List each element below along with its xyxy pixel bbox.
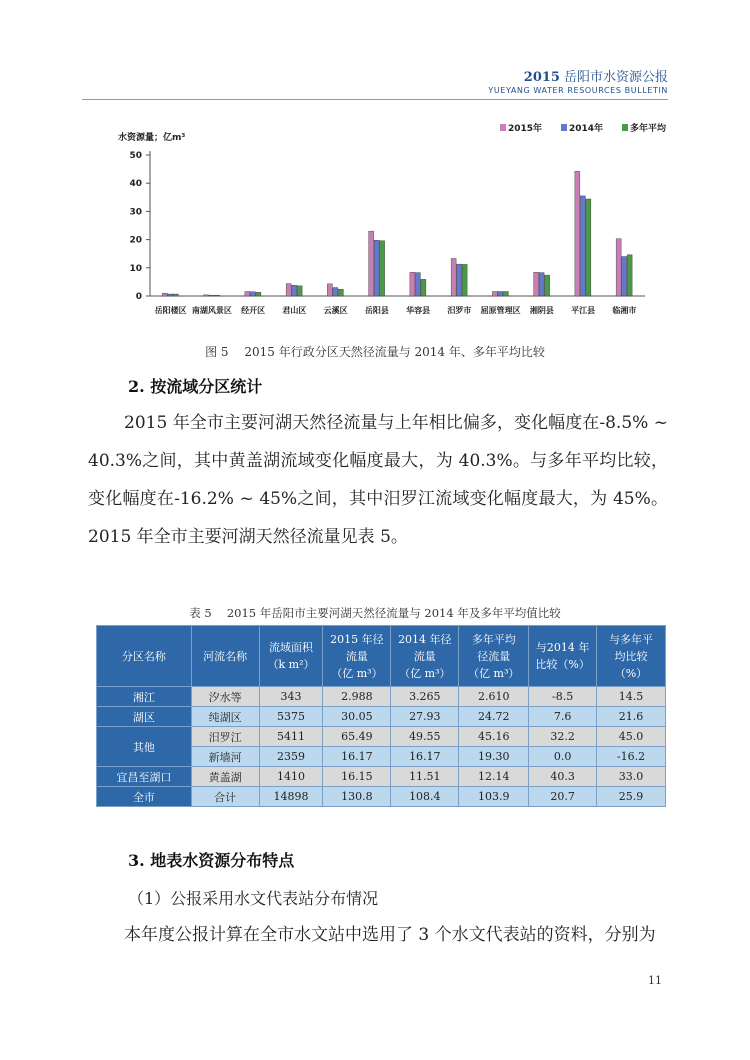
legend-label: 2015年 [508, 124, 543, 134]
runoff-table [96, 625, 666, 807]
bar-多年平均-经开区 [256, 292, 261, 296]
bar-2015年-南湖风景区 [204, 295, 209, 296]
x-tick-label: 湘阴县 [529, 306, 554, 315]
page-number: 11 [648, 974, 662, 987]
table-cell-vs2014: 32.2 [529, 727, 597, 747]
bar-2015年-汨罗市 [451, 258, 456, 296]
zone-name-cell: 全市 [97, 787, 192, 807]
table-cell-vs2014: 20.7 [529, 787, 597, 807]
table-row [97, 687, 666, 707]
bar-2015年-君山区 [286, 284, 291, 296]
table-cell-area: 5375 [259, 707, 323, 727]
table-row [97, 787, 666, 807]
table-cell-river: 黄盖湖 [191, 767, 259, 787]
table-cell-river: 新墙河 [191, 747, 259, 767]
y-tick-label: 50 [129, 151, 142, 161]
table-header-cell: 多年平均 径流量 （亿 m³） [459, 626, 529, 687]
x-tick-label: 屈原管理区 [480, 306, 521, 315]
table-header-cell: 流域面积 （k m²） [259, 626, 323, 687]
table-row [97, 767, 666, 787]
x-tick-label: 南湖风景区 [191, 306, 232, 315]
legend-swatch [500, 124, 506, 131]
legend-swatch [622, 124, 628, 131]
x-tick-label: 华容县 [406, 306, 431, 315]
table-header-cell: 2015 年径 流量 （亿 m³） [323, 626, 391, 687]
y-tick-label: 20 [129, 235, 142, 246]
bar-2014年-湘阴县 [539, 273, 544, 296]
bar-2014年-平江县 [580, 196, 585, 296]
bar-2015年-华容县 [410, 272, 415, 296]
bar-2014年-岳阳楼区 [168, 294, 173, 296]
bar-2015年-平江县 [575, 171, 580, 296]
table-cell-area: 343 [259, 687, 323, 707]
table-cell-river: 纯湖区 [191, 707, 259, 727]
y-tick-label: 40 [129, 179, 142, 190]
bar-多年平均-南湖风景区 [215, 295, 220, 296]
y-tick-label: 10 [129, 263, 142, 274]
table-header-row [97, 626, 666, 687]
table-cell-y2014: 3.265 [391, 687, 459, 707]
bar-多年平均-湘阴县 [545, 275, 550, 296]
table-header-cell: 分区名称 [97, 626, 192, 687]
bar-2015年-云溪区 [327, 284, 332, 296]
table-header-cell: 与多年平 均比较 （%） [597, 626, 666, 687]
bar-2015年-屈原管理区 [492, 291, 497, 296]
table-cell-avg: 103.9 [459, 787, 529, 807]
table-cell-vsavg: 33.0 [597, 767, 666, 787]
table-cell-area: 5411 [259, 727, 323, 747]
table-cell-y2015: 16.17 [323, 747, 391, 767]
legend-swatch [561, 124, 567, 131]
bar-2015年-临湘市 [616, 239, 621, 296]
table-row [97, 727, 666, 747]
bar-多年平均-华容县 [421, 279, 426, 296]
zone-name-cell: 宜昌至湖口 [97, 767, 192, 787]
bar-多年平均-云溪区 [338, 289, 343, 296]
table-cell-y2015: 16.15 [323, 767, 391, 787]
bar-多年平均-岳阳县 [380, 241, 385, 296]
x-tick-label: 君山区 [282, 306, 307, 315]
bar-多年平均-岳阳楼区 [173, 294, 178, 296]
section-2-heading: 2. 按流域分区统计 [128, 377, 263, 396]
table-cell-river: 汐水等 [191, 687, 259, 707]
y-axis-label: 水资源量；亿m³ [118, 133, 186, 143]
legend-label: 多年平均 [630, 124, 667, 134]
table-cell-vsavg: 21.6 [597, 707, 666, 727]
x-tick-label: 平江县 [571, 306, 596, 315]
section-3-paragraph: 本年度公报计算在全市水文站中选用了 3 个水文代表站的资料，分别为 [124, 925, 656, 945]
table-cell-vs2014: 0.0 [529, 747, 597, 767]
table-cell-y2014: 49.55 [391, 727, 459, 747]
table-cell-avg: 24.72 [459, 707, 529, 727]
table-cell-area: 14898 [259, 787, 323, 807]
table-cell-vs2014: -8.5 [529, 687, 597, 707]
x-tick-label: 岳阳楼区 [154, 306, 187, 315]
bar-2015年-岳阳县 [369, 231, 374, 296]
bar-多年平均-汨罗市 [462, 264, 467, 296]
table-cell-avg: 12.14 [459, 767, 529, 787]
table-cell-y2015: 2.988 [323, 687, 391, 707]
table-cell-vsavg: -16.2 [597, 747, 666, 767]
table-cell-y2014: 11.51 [391, 767, 459, 787]
bar-2014年-华容县 [415, 273, 420, 296]
table-cell-avg: 45.16 [459, 727, 529, 747]
y-tick-label: 30 [129, 207, 142, 218]
bar-多年平均-平江县 [586, 199, 591, 296]
section-3-heading: 3. 地表水资源分布特点 [128, 851, 295, 870]
table-header-cell: 与2014 年 比较（%） [529, 626, 597, 687]
x-tick-label: 临湘市 [612, 306, 637, 315]
section-2-paragraph: 2015 年全市主要河湖天然径流量与上年相比偏多，变化幅度在-8.5% ~ 40.3%之间，其中黄盖湖流域变化幅度最大，为 40.3%。与多年平均比较，变化幅度在-16.2% ~ 45%之间，其中汨罗江流域变化幅度最大，为 45%。2015 年全市主要河湖天然径流量见表 5。 [88, 413, 668, 547]
bar-2014年-南湖风景区 [209, 295, 214, 296]
table-cell-river: 合计 [191, 787, 259, 807]
zone-name-cell: 其他 [97, 727, 192, 767]
table-cell-vsavg: 25.9 [597, 787, 666, 807]
table-cell-vsavg: 45.0 [597, 727, 666, 747]
figure-caption: 图 5 2015 年行政分区天然径流量与 2014 年、多年平均比较 [205, 345, 545, 359]
table-cell-vsavg: 14.5 [597, 687, 666, 707]
bar-2014年-云溪区 [333, 288, 338, 296]
table-cell-y2014: 16.17 [391, 747, 459, 767]
table-cell-area: 1410 [259, 767, 323, 787]
section-3-subheading: （1）公报采用水文代表站分布情况 [128, 889, 379, 908]
bar-多年平均-君山区 [297, 286, 302, 296]
bar-2015年-岳阳楼区 [162, 293, 167, 296]
x-tick-label: 云溪区 [323, 306, 348, 315]
table-cell-vs2014: 40.3 [529, 767, 597, 787]
table-cell-vs2014: 7.6 [529, 707, 597, 727]
x-tick-label: 经开区 [241, 306, 266, 315]
table-cell-y2014: 108.4 [391, 787, 459, 807]
table-row [97, 707, 666, 727]
table-header-cell: 河流名称 [191, 626, 259, 687]
header-divider [82, 99, 668, 100]
table-caption: 表 5 2015 年岳阳市主要河湖天然径流量与 2014 年及多年平均值比较 [189, 606, 561, 620]
table-cell-y2014: 27.93 [391, 707, 459, 727]
table-header-cell: 2014 年径 流量 （亿 m³） [391, 626, 459, 687]
bulletin-name: 岳阳市水资源公报 [563, 70, 668, 85]
zone-name-cell: 湘江 [97, 687, 192, 707]
table-cell-river: 汨罗江 [191, 727, 259, 747]
bar-多年平均-屈原管理区 [503, 291, 508, 296]
y-tick-label: 0 [135, 292, 142, 302]
zone-name-cell: 湖区 [97, 707, 192, 727]
table-cell-y2015: 130.8 [323, 787, 391, 807]
x-tick-label: 岳阳县 [364, 306, 389, 315]
bar-2015年-经开区 [245, 291, 250, 296]
bulletin-subtitle: YUEYANG WATER RESOURCES BULLETIN [488, 86, 668, 95]
bar-2014年-经开区 [250, 292, 255, 296]
table-cell-y2015: 30.05 [323, 707, 391, 727]
bar-2014年-汨罗市 [457, 264, 462, 296]
table-cell-area: 2359 [259, 747, 323, 767]
bar-2014年-屈原管理区 [498, 291, 503, 296]
runoff-bar-chart [110, 120, 667, 325]
bulletin-title [524, 66, 668, 85]
x-tick-label: 汨罗市 [447, 306, 472, 315]
bar-2014年-临湘市 [622, 257, 627, 296]
bar-多年平均-临湘市 [627, 255, 632, 296]
legend-label: 2014年 [569, 124, 604, 134]
table-cell-avg: 2.610 [459, 687, 529, 707]
table-cell-avg: 19.30 [459, 747, 529, 767]
bar-2014年-岳阳县 [374, 240, 379, 296]
table-cell-y2015: 65.49 [323, 727, 391, 747]
bar-2014年-君山区 [292, 285, 297, 296]
bar-2015年-湘阴县 [534, 272, 539, 296]
bulletin-year: 2015 [523, 70, 560, 85]
